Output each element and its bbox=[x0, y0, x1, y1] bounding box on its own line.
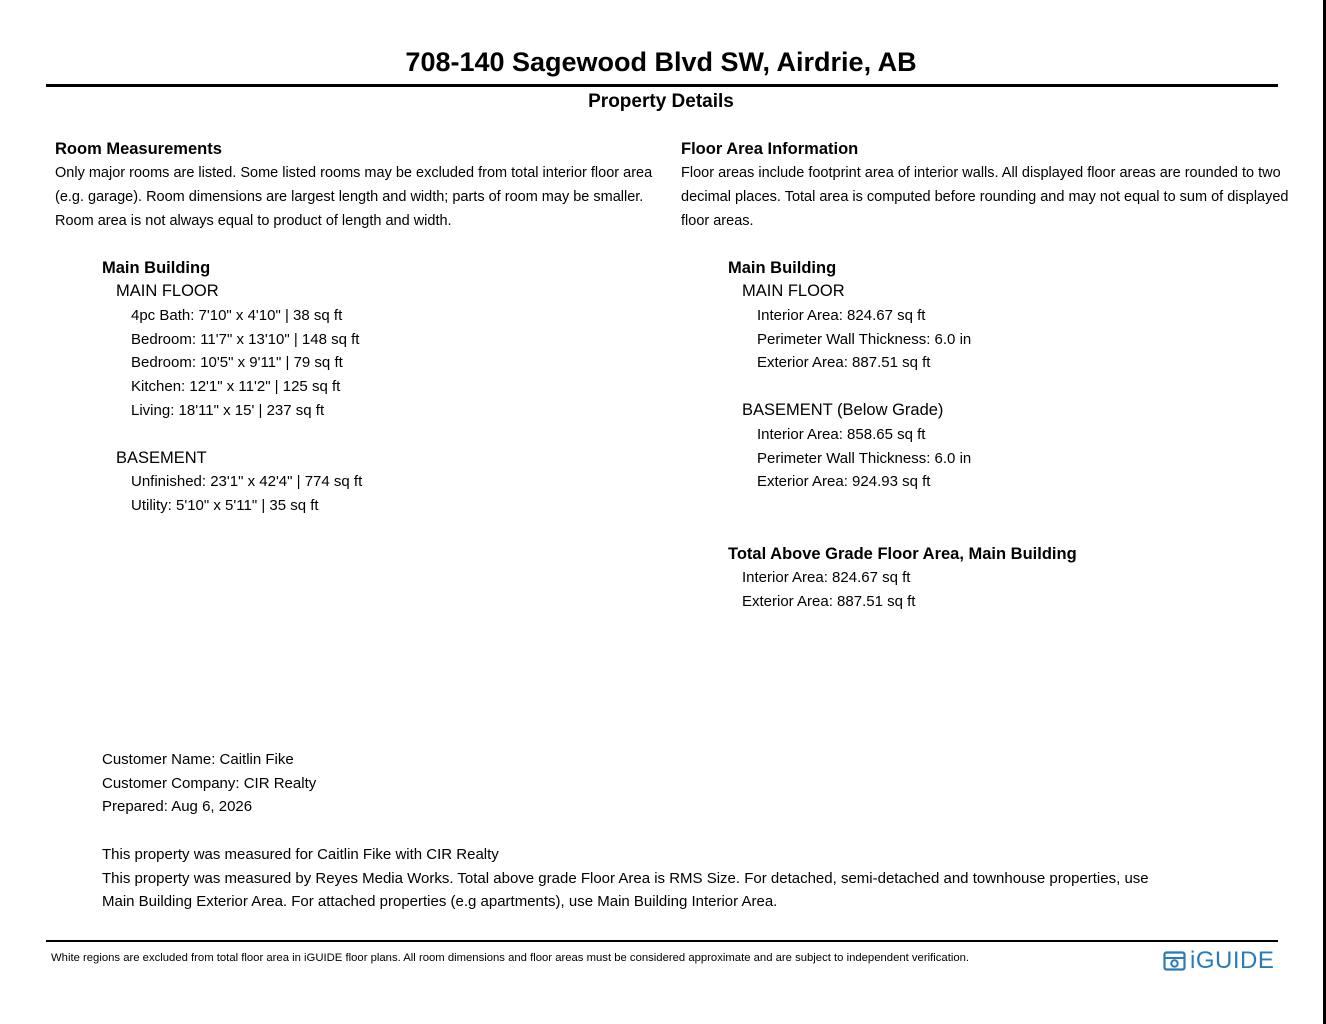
area-item: Perimeter Wall Thickness: 6.0 in bbox=[757, 449, 972, 467]
customer-company: Customer Company: CIR Realty bbox=[102, 774, 317, 792]
room-item: 4pc Bath: 7'10" x 4'10" | 38 sq ft bbox=[131, 306, 343, 324]
area-item: Perimeter Wall Thickness: 6.0 in bbox=[757, 330, 972, 348]
area-item: Interior Area: 824.67 sq ft bbox=[757, 306, 926, 324]
total-area-heading: Total Above Grade Floor Area, Main Building bbox=[728, 544, 1077, 563]
customer-info bbox=[102, 748, 316, 819]
total-area-item: Exterior Area: 887.51 sq ft bbox=[742, 592, 916, 610]
area-building-name: Main Building bbox=[728, 259, 837, 277]
floor-area-section bbox=[681, 137, 1291, 233]
spacer bbox=[728, 375, 1288, 399]
statement-line: This property was measured by Reyes Media Works. Total above grade Floor Area is RMS Size. For detached, semi-detached and townhouse properties, use bbox=[102, 869, 1149, 887]
iguide-logo-icon bbox=[1163, 949, 1187, 973]
floor-area-note-line: Floor areas include footprint area of interior walls. All displayed floor areas are rounded to two bbox=[681, 165, 1281, 181]
prepared-date: Prepared: Aug 6, 2026 bbox=[102, 798, 253, 816]
total-area-item: Interior Area: 824.67 sq ft bbox=[742, 568, 911, 586]
room-measurements-note-line: Only major rooms are listed. Some listed rooms may be excluded from total interior floor area bbox=[55, 165, 653, 181]
room-item: Bedroom: 10'5" x 9'11" | 79 sq ft bbox=[131, 354, 343, 372]
room-building-name: Main Building bbox=[102, 259, 211, 277]
room-item: Unfinished: 23'1" x 42'4" | 774 sq ft bbox=[131, 473, 363, 491]
customer-name: Customer Name: Caitlin Fike bbox=[102, 751, 294, 768]
statement-line: This property was measured for Caitlin Fike with CIR Realty bbox=[102, 846, 499, 863]
footer-divider bbox=[46, 940, 1278, 942]
property-address-title: 708-140 Sagewood Blvd SW, Airdrie, AB bbox=[405, 47, 917, 77]
area-item: Interior Area: 858.65 sq ft bbox=[757, 425, 926, 443]
room-list bbox=[102, 256, 622, 518]
floor-area-note-line: floor areas. bbox=[681, 213, 754, 229]
measurement-statement bbox=[102, 843, 1222, 914]
room-item: Utility: 5'10" x 5'11" | 35 sq ft bbox=[131, 497, 319, 515]
spacer bbox=[102, 423, 622, 447]
room-measurements-section bbox=[55, 137, 655, 233]
spacer bbox=[728, 494, 1288, 542]
room-item: Bedroom: 11'7" x 13'10" | 148 sq ft bbox=[131, 330, 360, 348]
area-floor-name: BASEMENT (Below Grade) bbox=[742, 400, 944, 419]
header-divider bbox=[46, 84, 1278, 87]
floor-area-note-line: decimal places. Total area is computed before rounding and may not equal to sum of displayed bbox=[681, 189, 1289, 205]
page-subtitle: Property Details bbox=[588, 91, 734, 112]
area-item: Exterior Area: 887.51 sq ft bbox=[757, 354, 931, 372]
floor-area-list bbox=[728, 256, 1288, 613]
iguide-logo-text: iGUIDE bbox=[1190, 947, 1275, 974]
room-measurements-heading: Room Measurements bbox=[55, 140, 222, 158]
floor-area-heading: Floor Area Information bbox=[681, 140, 859, 158]
room-floor-name: MAIN FLOOR bbox=[116, 282, 219, 300]
iguide-logo bbox=[1163, 946, 1274, 976]
statement-line: Main Building Exterior Area. For attached properties (e.g apartments), use Main Building Interior Area. bbox=[102, 893, 778, 911]
room-item: Living: 18'11" x 15' | 237 sq ft bbox=[131, 401, 325, 419]
footer-disclaimer: White regions are excluded from total floor area in iGUIDE floor plans. All room dimensions and floor areas must be considered approximate and are subject to independent verification. bbox=[51, 952, 970, 964]
room-measurements-note-line: Room area is not always equal to product of length and width. bbox=[55, 213, 452, 229]
area-floor-name: MAIN FLOOR bbox=[742, 282, 845, 300]
area-item: Exterior Area: 924.93 sq ft bbox=[757, 473, 931, 491]
room-item: Kitchen: 12'1" x 11'2" | 125 sq ft bbox=[131, 378, 341, 396]
room-floor-name: BASEMENT bbox=[116, 448, 207, 467]
room-measurements-note-line: (e.g. garage). Room dimensions are largest length and width; parts of room may be smaller. bbox=[55, 189, 644, 205]
